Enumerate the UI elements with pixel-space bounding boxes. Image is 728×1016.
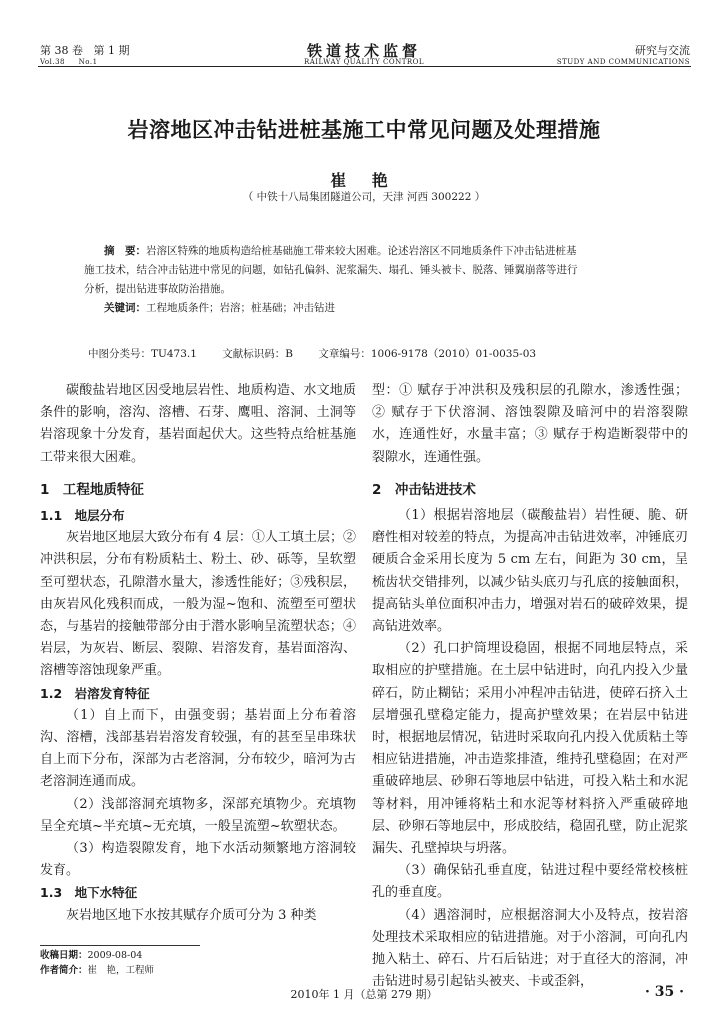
intro-paragraph: 碳酸盐岩地区因受地层岩性、地质构造、水文地质条件的影响，溶沟、溶槽、石芽、鹰咀、溶洞、土洞等岩溶现象十分发育，基岩面起伏大。这些特点给桩基施工带来很大困难。 [40,383,356,465]
section-name-en: STUDY AND COMMUNICATIONS [556,58,690,66]
section-1-2-para-2: （2）浅部溶洞充填物多，深部充填物少。充填物呈全充填~半充填~无充填，一般呈流塑~软塑状态。 [40,796,356,834]
issue-en: No.1 [78,58,98,66]
affiliation: （ 中铁十八局集团隧道公司，天津 河西 300222 ） [242,191,486,203]
section-2-para-3: （3）确保钻孔垂直度，钻进过程中要经常校核桩孔的垂直度。 [372,863,688,901]
section-1-heading: 1 工程地质特征 [40,481,144,498]
section-2-para-1: （1）根据岩溶地层（碳酸盐岩）岩性硬、脆、研磨性相对较差的特点，为提高冲击钻进效率，冲锤底刃硬质合金采用长度为 5 cm 左右，间距为 30 cm，呈梳齿状交错排列，以减少钻头底刃与孔底的接触面积，提高钻头单位面积冲击力，增强对岩石的破碎效果，提高钻进效率。 [372,508,688,635]
section-1-2-para-1: （1）自上而下，由强变弱；基岩面上分布着溶沟、溶槽，浅部基岩岩溶发育较强，有的甚至呈串珠状自上而下分布，深部为古老溶洞，分布较少，暗河为古老溶洞连通而成。 [40,707,356,790]
abstract-line-2: 施工技术，结合冲击钻进中常见的问题，如钻孔偏斜、泥浆漏失、塌孔、锤头被卡、脱落、锤翼崩落等进行 [84,264,578,276]
section-1-2-para-3: （3）构造裂隙发育，地下水活动频繁地方溶洞较发育。 [40,841,356,879]
author-name: 崔 艳 [330,171,398,190]
received-label: 收稿日期： [40,950,88,961]
section-name: 研究与交流 [635,44,690,57]
header-rule [38,66,691,67]
author-bio [40,963,154,978]
section-1-3-heading: 1.3 地下水特征 [40,885,138,901]
abstract-line-3: 分析，提出钻进事故防治措施。 [84,283,231,295]
received-date [40,948,154,963]
footnote [40,948,154,978]
keywords-label: 关键词： [104,302,146,314]
footnote-rule [40,945,200,946]
document-code: 文献标识码：B [222,348,293,360]
clc-number: 中图分类号：TU473.1 [88,348,197,360]
volume-cn: 第 38 卷 [40,44,83,57]
left-column [40,380,356,927]
journal-title-en: RAILWAY QUALITY CONTROL [303,58,425,66]
received-value: 2009-08-04 [87,950,143,961]
section-1-2-heading: 1.2 岩溶发育特征 [40,685,150,701]
keywords-text: 工程地质条件；岩溶；桩基础；冲击钻进 [146,302,335,314]
section-2-para-2: （2）孔口护筒埋设稳固，根据不同地层特点，采取相应的护壁措施。在土层中钻进时，向孔内投入少量碎石，防止糊钻；采用小冲程冲击钻进，使碎石挤入土层增强孔壁稳定能力，提高护壁效果；在岩层中钻进时，根据地层情况，钻进时采取向孔内投入优质粘土等相应钻进措施，冲击造浆排渣，维持孔壁稳固；在对严重破碎地层、砂卵石等地层中钻进，可投入粘土和水泥等材料，用冲锤将粘土和水泥等材料挤入严重破碎地层、砂卵石等地层中，形成胶结，稳固孔壁，防止泥浆漏失、孔壁掉块与坍落。 [372,641,688,857]
groundwater-continuation: 型：① 赋存于冲洪积及残积层的孔隙水，渗透性强；② 赋存于下伏溶洞、溶蚀裂隙及暗河中的岩溶裂隙水，连通性好，水量丰富；③ 赋存于构造断裂带中的裂隙水，连通性强。 [372,383,688,465]
journal-title: 铁道技术监督 [306,42,421,60]
abstract-label: 摘 要： [104,245,146,257]
bio-label: 作者简介： [40,965,88,976]
section-2-heading: 2 冲击钻进技术 [372,481,476,498]
page-number: · 35 · [645,984,684,1000]
abstract-line-1: 岩溶区特殊的地质构造给桩基础施工带来较大困难。论述岩溶区不同地质条件下冲击钻进桩基 [146,245,577,257]
section-1-3-text: 灰岩地区地下水按其赋存介质可分为 3 种类 [66,907,317,923]
volume-en: Vol.38 [40,58,65,66]
article-title: 岩溶地区冲击钻进桩基施工中常见问题及处理措施 [127,118,601,142]
section-1-1-heading: 1.1 地层分布 [40,508,125,524]
right-column [372,380,688,993]
section-2-para-4: （4）遇溶洞时，应根据溶洞大小及特点，按岩溶处理技术采取相应的钻进措施。对于小溶洞，可向孔内抛入粘土、碎石、片石后钻进；对于直径大的溶洞，冲击钻进时易引起钻头被夹、卡或歪斜， [372,907,688,990]
bio-value: 崔 艳，工程师 [87,965,155,976]
classification-line [88,346,668,361]
section-1-1-text: 灰岩地区地层大致分布有 4 层：①人工填土层；②冲洪积层，分布有粉质粘土、粉土、砂、砾等，呈软塑至可塑状态，孔隙潜水量大，渗透性能好；③残积层，由灰岩风化残积而成，一般为湿~饱和、流塑至可塑状态，与基岩的接触带部分由于潜水影响呈流塑状态；④岩层，为灰岩、断层、裂隙、岩溶发育，基岩面溶沟、溶槽等溶蚀现象严重。 [40,530,356,679]
issue-footer: 2010年 1 月（总第 279 期） [290,988,438,1001]
issue-cn: 第 1 期 [93,44,130,57]
abstract [84,242,654,299]
article-number: 文章编号：1006-9178（2010）01-0035-03 [318,348,537,360]
keywords [104,300,644,315]
